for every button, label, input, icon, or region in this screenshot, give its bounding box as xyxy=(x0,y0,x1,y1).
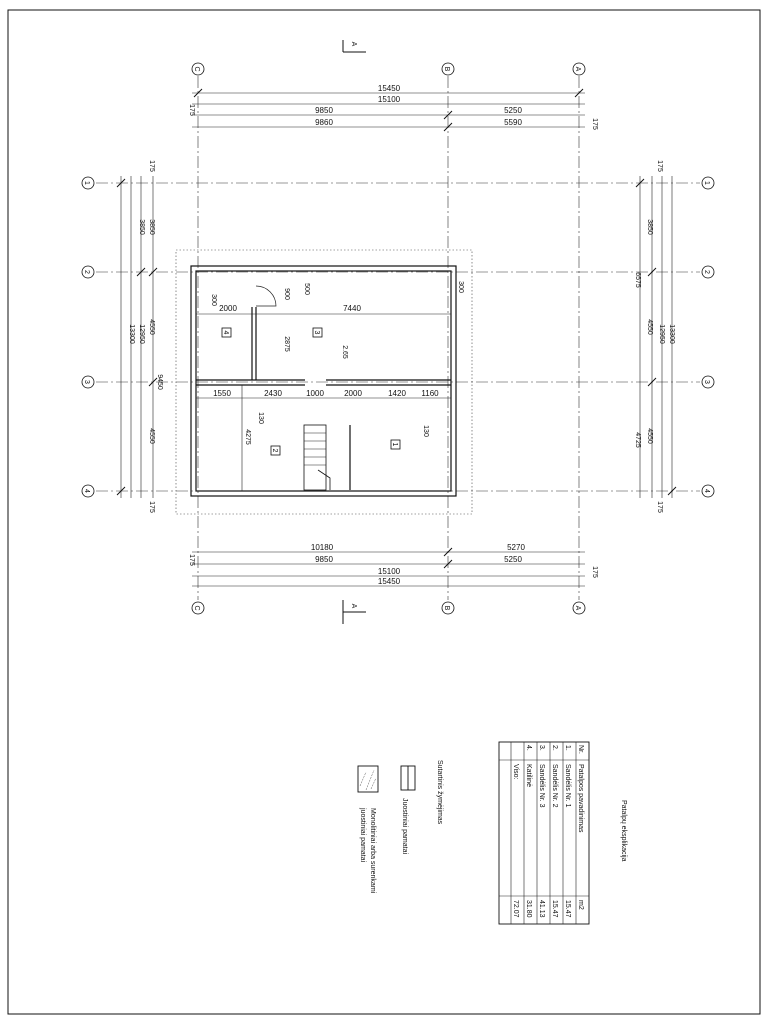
axis-bubbles-right xyxy=(702,177,714,497)
axis-label-b-bottom: B xyxy=(443,605,450,611)
top-dimensions xyxy=(188,84,598,131)
outer-wall xyxy=(191,266,456,496)
legend-item-monolithic-line1: Monolitiniai arba surenkami xyxy=(369,808,376,894)
table-header-nr: Nr. xyxy=(577,745,584,754)
table-header-name: Patalpos pavadinimas xyxy=(577,764,584,833)
dim-top-175-right: 175 xyxy=(591,118,598,130)
room-tag-4 xyxy=(222,328,231,337)
dim-inner-4275: 4275 xyxy=(244,429,251,445)
section-label-top: A xyxy=(350,41,357,47)
dim-right-4725: 4725 xyxy=(634,432,641,448)
dim-inner-900: 900 xyxy=(283,288,290,300)
room-tag-2 xyxy=(271,446,280,455)
svg-text:2: 2 xyxy=(271,448,278,453)
dim-left-3850-a: 3850 xyxy=(148,219,155,235)
axis-label-c-top: C xyxy=(193,66,200,72)
dim-top-175-left: 175 xyxy=(188,104,195,116)
table-row-3-area: 41.13 xyxy=(538,900,545,918)
dim-left-4550-a: 4550 xyxy=(148,319,155,335)
right-dimensions xyxy=(634,160,676,513)
dim-right-3850: 3850 xyxy=(646,219,653,235)
dim-bottom-9850: 9850 xyxy=(315,555,333,564)
dim-bottom-175-right: 175 xyxy=(591,566,598,578)
table-row-1-area: 15.47 xyxy=(564,900,571,918)
table-row-4-nr: 4. xyxy=(525,745,532,751)
dim-inner-2875: 2875 xyxy=(283,336,290,352)
room-table xyxy=(499,742,627,924)
section-label-bottom: A xyxy=(350,603,357,609)
stair xyxy=(304,425,350,490)
dim-top-9850: 9850 xyxy=(315,106,333,115)
section-mark-top xyxy=(343,40,366,52)
dim-right-175-bottom: 175 xyxy=(656,501,663,513)
axis-label-b-top: B xyxy=(443,66,450,72)
dim-inner-300: 300 xyxy=(210,294,217,306)
table-row-3-nr: 3. xyxy=(538,745,545,751)
axis-label-4-left: 4 xyxy=(83,489,90,493)
table-row-4-area: 31.80 xyxy=(525,900,532,918)
svg-text:1: 1 xyxy=(391,442,398,447)
axis-label-1-left: 1 xyxy=(83,181,90,185)
level-mark-2-65: 2.65 xyxy=(341,345,348,359)
dim-bottom-5270: 5270 xyxy=(507,543,525,552)
table-row-4-name: Katilinė xyxy=(525,764,532,787)
dim-left-175-top: 175 xyxy=(148,160,155,172)
dim-right-13300: 13300 xyxy=(668,324,675,344)
table-total-value: 72.07 xyxy=(512,900,519,918)
left-dimensions xyxy=(117,160,163,513)
axis-bubbles-top xyxy=(192,63,585,75)
dim-bottom-5250: 5250 xyxy=(504,555,522,564)
dim-left-175-bottom: 175 xyxy=(148,501,155,513)
dim-inner-2000-a: 2000 xyxy=(219,304,237,313)
dim-left-12950: 12950 xyxy=(138,324,145,344)
legend-symbol-monolithic xyxy=(358,766,378,792)
dim-bottom-15100: 15100 xyxy=(377,567,401,576)
dim-top-5250: 5250 xyxy=(504,106,522,115)
dim-right-12950: 12950 xyxy=(658,324,665,344)
axis-label-3-left: 3 xyxy=(83,380,90,384)
dim-inner-7440: 7440 xyxy=(343,304,361,313)
table-header-area: m2 xyxy=(577,900,584,910)
dim-inner-2000-b: 2000 xyxy=(344,389,362,398)
table-row-1-name: Sandėlis Nr. 1 xyxy=(564,764,571,808)
sheet-frame xyxy=(8,10,760,1014)
dim-inner-1160: 1160 xyxy=(421,389,439,398)
dim-top-9860: 9860 xyxy=(315,118,333,127)
dim-bottom-10180: 10180 xyxy=(310,543,334,552)
svg-text:3: 3 xyxy=(313,330,320,335)
legend xyxy=(358,760,443,894)
legend-item-strip: Juostiniai pamatai xyxy=(401,798,408,855)
table-title: Patalpų eksplikacija xyxy=(620,800,627,862)
dim-inner-1000: 1000 xyxy=(306,389,324,398)
dim-right-175-top: 175 xyxy=(656,160,663,172)
dim-inner-300-right: 300 xyxy=(457,281,464,293)
table-row-2-name: Sandėlis Nr. 2 xyxy=(551,764,558,808)
axis-label-4-right: 4 xyxy=(703,489,710,493)
dim-left-3850-b: 3850 xyxy=(138,219,145,235)
room-tag-1 xyxy=(391,440,400,449)
legend-item-monolithic-line2: juostiniai pamatai xyxy=(359,808,366,863)
dim-top-15100: 15100 xyxy=(377,95,401,104)
dim-inner-500: 500 xyxy=(303,283,310,295)
table-total-label: Viso: xyxy=(512,764,519,780)
table-row-3-name: Sandėlis Nr. 3 xyxy=(538,764,545,808)
section-mark-bottom xyxy=(343,600,366,624)
dim-left-4550-b: 4550 xyxy=(148,428,155,444)
table-row-2-area: 15.47 xyxy=(551,900,558,918)
svg-text:4: 4 xyxy=(222,330,229,335)
axis-label-3-right: 3 xyxy=(703,380,710,384)
dim-top-15450: 15450 xyxy=(377,84,401,93)
dim-top-5590: 5590 xyxy=(504,118,522,127)
axis-label-a-top: A xyxy=(574,66,581,72)
axis-label-2-right: 2 xyxy=(703,270,710,274)
dim-inner-130-b: 130 xyxy=(422,425,429,437)
door-swing xyxy=(256,286,276,306)
axis-label-c-bottom: C xyxy=(193,605,200,611)
legend-title: Sutartinis žymėjimas xyxy=(436,760,443,825)
axis-label-2-left: 2 xyxy=(83,270,90,274)
dim-inner-130-a: 130 xyxy=(257,412,264,424)
room-tag-3 xyxy=(313,328,322,337)
axis-bubbles-left xyxy=(82,177,94,497)
dim-bottom-175-left: 175 xyxy=(188,554,195,566)
dim-left-9450: 9450 xyxy=(156,374,163,390)
dim-right-4550-b: 4550 xyxy=(646,428,653,444)
axis-label-a-bottom: A xyxy=(574,605,581,611)
dim-bottom-15450: 15450 xyxy=(377,577,401,586)
bottom-dimensions xyxy=(188,543,598,586)
table-row-1-nr: 1. xyxy=(564,745,571,751)
dim-right-4550-a: 4550 xyxy=(646,319,653,335)
axis-label-1-right: 1 xyxy=(703,181,710,185)
dim-inner-1550: 1550 xyxy=(213,389,231,398)
dim-inner-2430: 2430 xyxy=(264,389,282,398)
dim-right-6575: 6575 xyxy=(634,272,641,288)
axis-bubbles-bottom xyxy=(192,602,585,614)
dim-left-13300: 13300 xyxy=(128,324,135,344)
dim-inner-1420: 1420 xyxy=(388,389,406,398)
table-row-2-nr: 2. xyxy=(551,745,558,751)
